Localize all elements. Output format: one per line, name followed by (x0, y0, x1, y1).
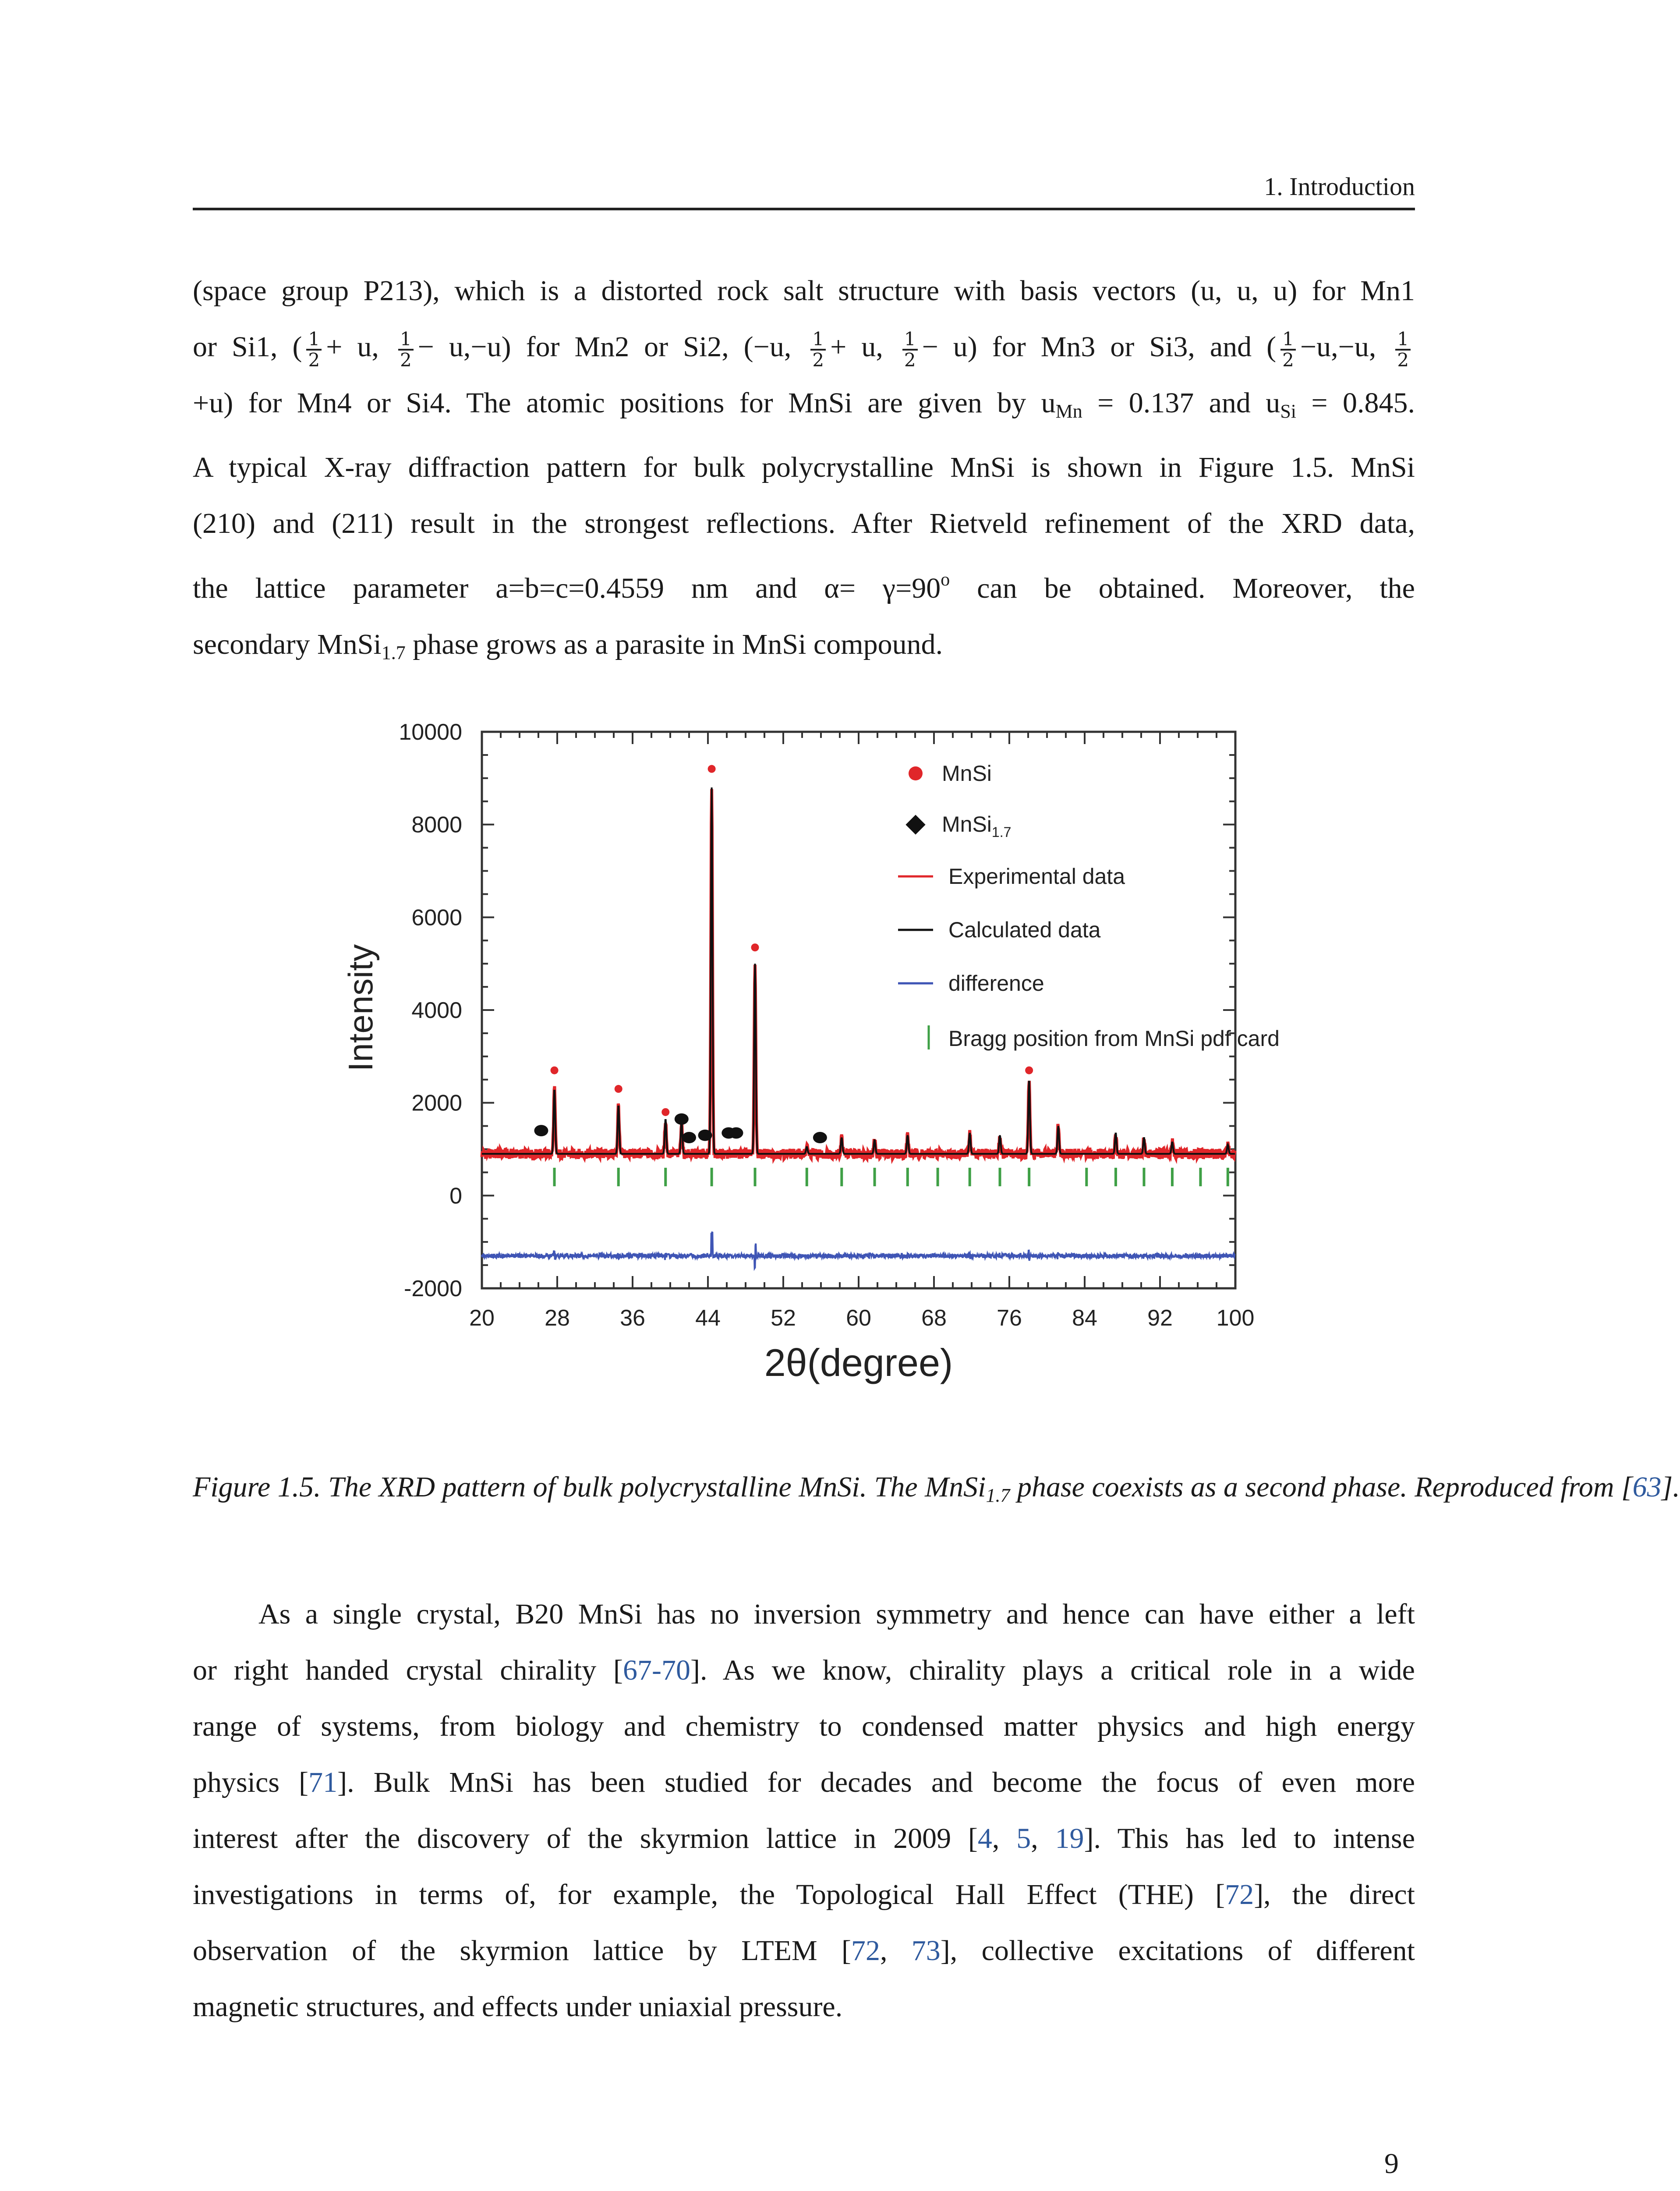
mnsi17-marker (682, 1132, 696, 1143)
x-axis-label: 2θ(degree) (764, 1341, 953, 1384)
x-tick-labels (469, 1305, 1254, 1331)
y-tick-label: 6000 (411, 905, 462, 931)
fraction: $\frac{1}{2}$ (902, 330, 918, 370)
y-tick-labels (399, 720, 462, 1301)
x-tick-label: 44 (695, 1305, 721, 1331)
text-line: physics [71]. Bulk MnSi has been studied for decades and become the focus of even more (193, 1766, 1415, 1798)
calculated-line (482, 787, 1235, 1154)
fraction: $\frac{1}{2}$ (1280, 330, 1296, 370)
x-tick-label: 60 (846, 1305, 871, 1331)
mnsi-marker (1025, 1067, 1033, 1074)
x-tick-label: 100 (1216, 1305, 1255, 1331)
header-title: 1. Introduction (1264, 172, 1415, 201)
legend-bragg-label: Bragg position from MnSi pdf card (948, 1026, 1280, 1051)
text-line: or right handed crystal chirality [67-70]. As we know, chirality plays a critical role in a wide (193, 1654, 1415, 1686)
legend-mnsi17-label: MnSi$_{1.7}$ (942, 812, 1012, 840)
y-tick-label: 4000 (411, 998, 462, 1023)
x-tick-label: 36 (620, 1305, 645, 1331)
x-tick-label: 20 (469, 1305, 495, 1331)
text-line: secondary MnSi$_{1.7}$ phase grows as a parasite in MnSi compound. (193, 628, 943, 663)
mnsi-marker (551, 1067, 559, 1074)
bragg-positions (555, 1168, 1228, 1186)
paragraph-structure (193, 263, 1415, 681)
citation-link[interactable]: 67-70 (623, 1654, 690, 1686)
fraction: $\frac{1}{2}$ (810, 330, 826, 370)
running-header (193, 172, 1415, 210)
mnsi17-marker (813, 1132, 827, 1143)
plot-frame (482, 732, 1235, 1288)
text-line: range of systems, from biology and chemistry to condensed matter physics and high energy (193, 1710, 1415, 1742)
x-tick-label: 68 (921, 1305, 947, 1331)
page-number: 9 (1384, 2148, 1399, 2180)
xrd-chart (341, 710, 1280, 1429)
citation-link[interactable]: 4 (977, 1822, 992, 1854)
citation-link[interactable]: 19 (1055, 1822, 1084, 1854)
citation-link[interactable]: 5 (1016, 1822, 1031, 1854)
fraction: $\frac{1}{2}$ (1395, 330, 1411, 370)
figure-caption (193, 1459, 1680, 1524)
legend-calculated-label: Calculated data (948, 918, 1101, 942)
text-line: +u) for Mn4 or Si4. The atomic positions for MnSi are given by $u_{Mn} = 0.137$ and $u_{Si} = 0.845$. (193, 387, 1415, 422)
difference-line (482, 1232, 1235, 1268)
fraction: $\frac{1}{2}$ (306, 330, 322, 370)
x-tick-label: 84 (1072, 1305, 1097, 1331)
legend (898, 761, 1280, 1051)
y-tick-label: 0 (449, 1183, 462, 1209)
y-tick-label: 10000 (399, 720, 462, 745)
calculated-series (482, 787, 1235, 1154)
legend-difference-label: difference (948, 971, 1044, 996)
y-tick-label: 2000 (411, 1090, 462, 1116)
mnsi-marker (615, 1085, 622, 1093)
mnsi-marker (708, 765, 716, 773)
x-tick-label: 92 (1147, 1305, 1173, 1331)
mnsi17-marker (729, 1127, 743, 1138)
text-line: investigations in terms of, for example, the Topological Hall Effect (THE) [72], the direct (193, 1879, 1415, 1911)
text-line: observation of the skyrmion lattice by LTEM [72, 73], collective excitations of different (193, 1935, 1415, 1967)
axis-ticks (482, 732, 1235, 1288)
x-tick-label: 52 (771, 1305, 796, 1331)
mnsi-marker (751, 943, 759, 951)
y-tick-label: -2000 (404, 1276, 462, 1301)
paragraph-chirality (193, 1586, 1415, 2035)
text-line: (space group P213), which is a distorted rock salt structure with basis vectors (u, u, u) for Mn1 (193, 275, 1415, 307)
text-line: or Si1, ( $\frac{1}{2}$ + u, $\frac{1}{2}$ − u,−u) for Mn2 or Si2, (−u, $\frac{1}{2}$ + u, $\frac{1}{2}$ − u) for Mn3 or Si3, and ( $\frac{1}{2}$ −u,−u, $\frac{1}{2}$ (193, 319, 1415, 375)
x-tick-label: 76 (997, 1305, 1022, 1331)
text-line: (210) and (211) result in the strongest reflections. After Rietveld refinement of the XRD data, (193, 507, 1415, 539)
legend-mnsi17-marker (905, 815, 925, 834)
experimental-series (482, 789, 1235, 1159)
text-line: magnetic structures, and effects under uniaxial pressure. (193, 1991, 843, 2023)
y-tick-label: 8000 (411, 812, 462, 838)
y-axis-label: Intensity (341, 944, 380, 1072)
x-tick-label: 28 (545, 1305, 570, 1331)
mnsi17-marker (675, 1113, 689, 1125)
text-line: A typical X-ray diffraction pattern for bulk polycrystalline MnSi is shown in Figure 1.5. MnSi (193, 451, 1415, 483)
text-line: interest after the discovery of the skyrmion lattice in 2009 [4, 5, 19]. This has led to intense (193, 1822, 1415, 1854)
citation-link[interactable]: 72 (1225, 1879, 1254, 1911)
mnsi17-marker (534, 1125, 548, 1136)
experimental-line (482, 789, 1235, 1159)
legend-mnsi-label: MnSi (942, 761, 992, 786)
xrd-figure (341, 710, 1280, 1429)
fraction: $\frac{1}{2}$ (398, 330, 414, 370)
mnsi17-marker (698, 1130, 712, 1141)
text-line: the lattice parameter a=b=c=0.4559 nm and $\alpha= \gamma=90^o$ can be obtained. Moreover, the (193, 570, 1415, 604)
mnsi-marker (661, 1108, 669, 1116)
citation-link[interactable]: 72 (851, 1935, 880, 1967)
difference-series (482, 1232, 1235, 1268)
citation-link[interactable]: 71 (308, 1766, 338, 1798)
caption-line: Figure 1.5. The XRD pattern of bulk polycrystalline MnSi. The MnSi$_{1.7}$ phase coexists as a second phase. Reproduced from [63]. (193, 1471, 1680, 1506)
citation-link[interactable]: 73 (911, 1935, 941, 1967)
text-line: As a single crystal, B20 MnSi has no inversion symmetry and hence can have either a left (258, 1598, 1415, 1630)
legend-experimental-label: Experimental data (948, 864, 1125, 889)
citation-link[interactable]: 63 (1632, 1471, 1662, 1503)
legend-mnsi-marker (909, 766, 923, 780)
